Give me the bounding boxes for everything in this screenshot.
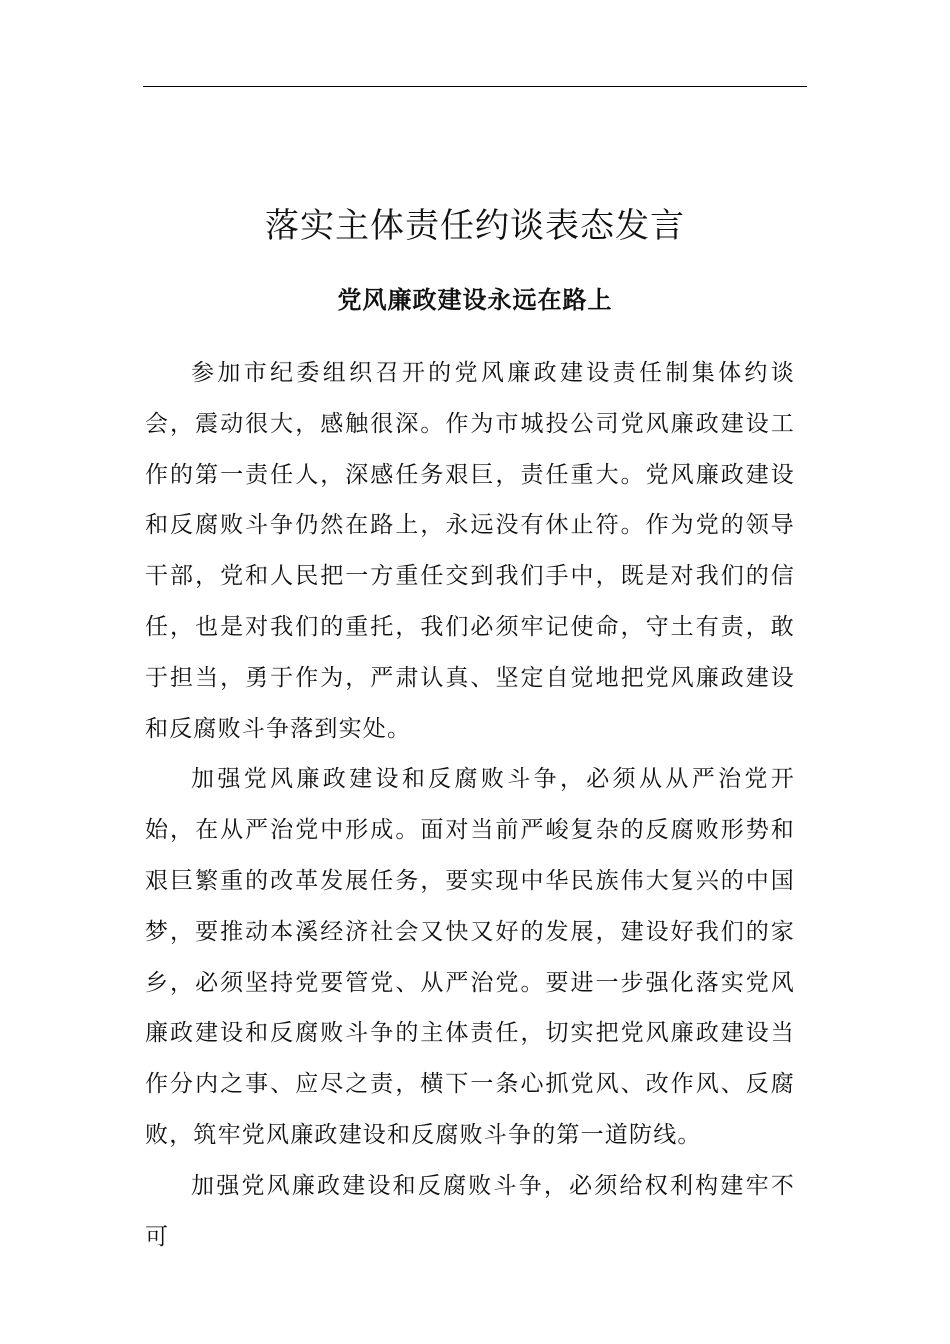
document-body xyxy=(145,348,795,1262)
body-paragraph-2: 加强党风廉政建设和反腐败斗争，必须从从严治党开始，在从严治党中形成。面对当前严峻复杂的反腐败形势和艰巨繁重的改革发展任务，要实现中华民族伟大复兴的中国梦，要推动本溪经济社会又快又好的发展，建设好我们的家乡，必须坚持党要管党、从严治党。要进一步强化落实党风廉政建设和反腐败斗争的主体责任，切实把党风廉政建设当作分内之事、应尽之责，横下一条心抓党风、改作风、反腐败，筑牢党风廉政建设和反腐败斗争的第一道防线。 xyxy=(145,766,795,1148)
document-subtitle: 党风廉政建设永远在路上 xyxy=(337,285,613,314)
document-title: 落实主体责任约谈表态发言 xyxy=(265,206,685,246)
body-paragraph-1: 参加市纪委组织召开的党风廉政建设责任制集体约谈会，震动很大，感触很深。作为市城投公司党风廉政建设工作的第一责任人，深感任务艰巨，责任重大。党风廉政建设和反腐败斗争仍然在路上，永远没有休止符。作为党的领导干部，党和人民把一方重任交到我们手中，既是对我们的信任，也是对我们的重托，我们必须牢记使命，守土有责，敢于担当，勇于作为，严肃认真、坚定自觉地把党风廉政建设和反腐败斗争落到实处。 xyxy=(145,360,795,742)
body-paragraph-3: 加强党风廉政建设和反腐败斗争，必须给权利构建牢不可 xyxy=(145,1172,795,1250)
header-rule xyxy=(143,86,807,87)
